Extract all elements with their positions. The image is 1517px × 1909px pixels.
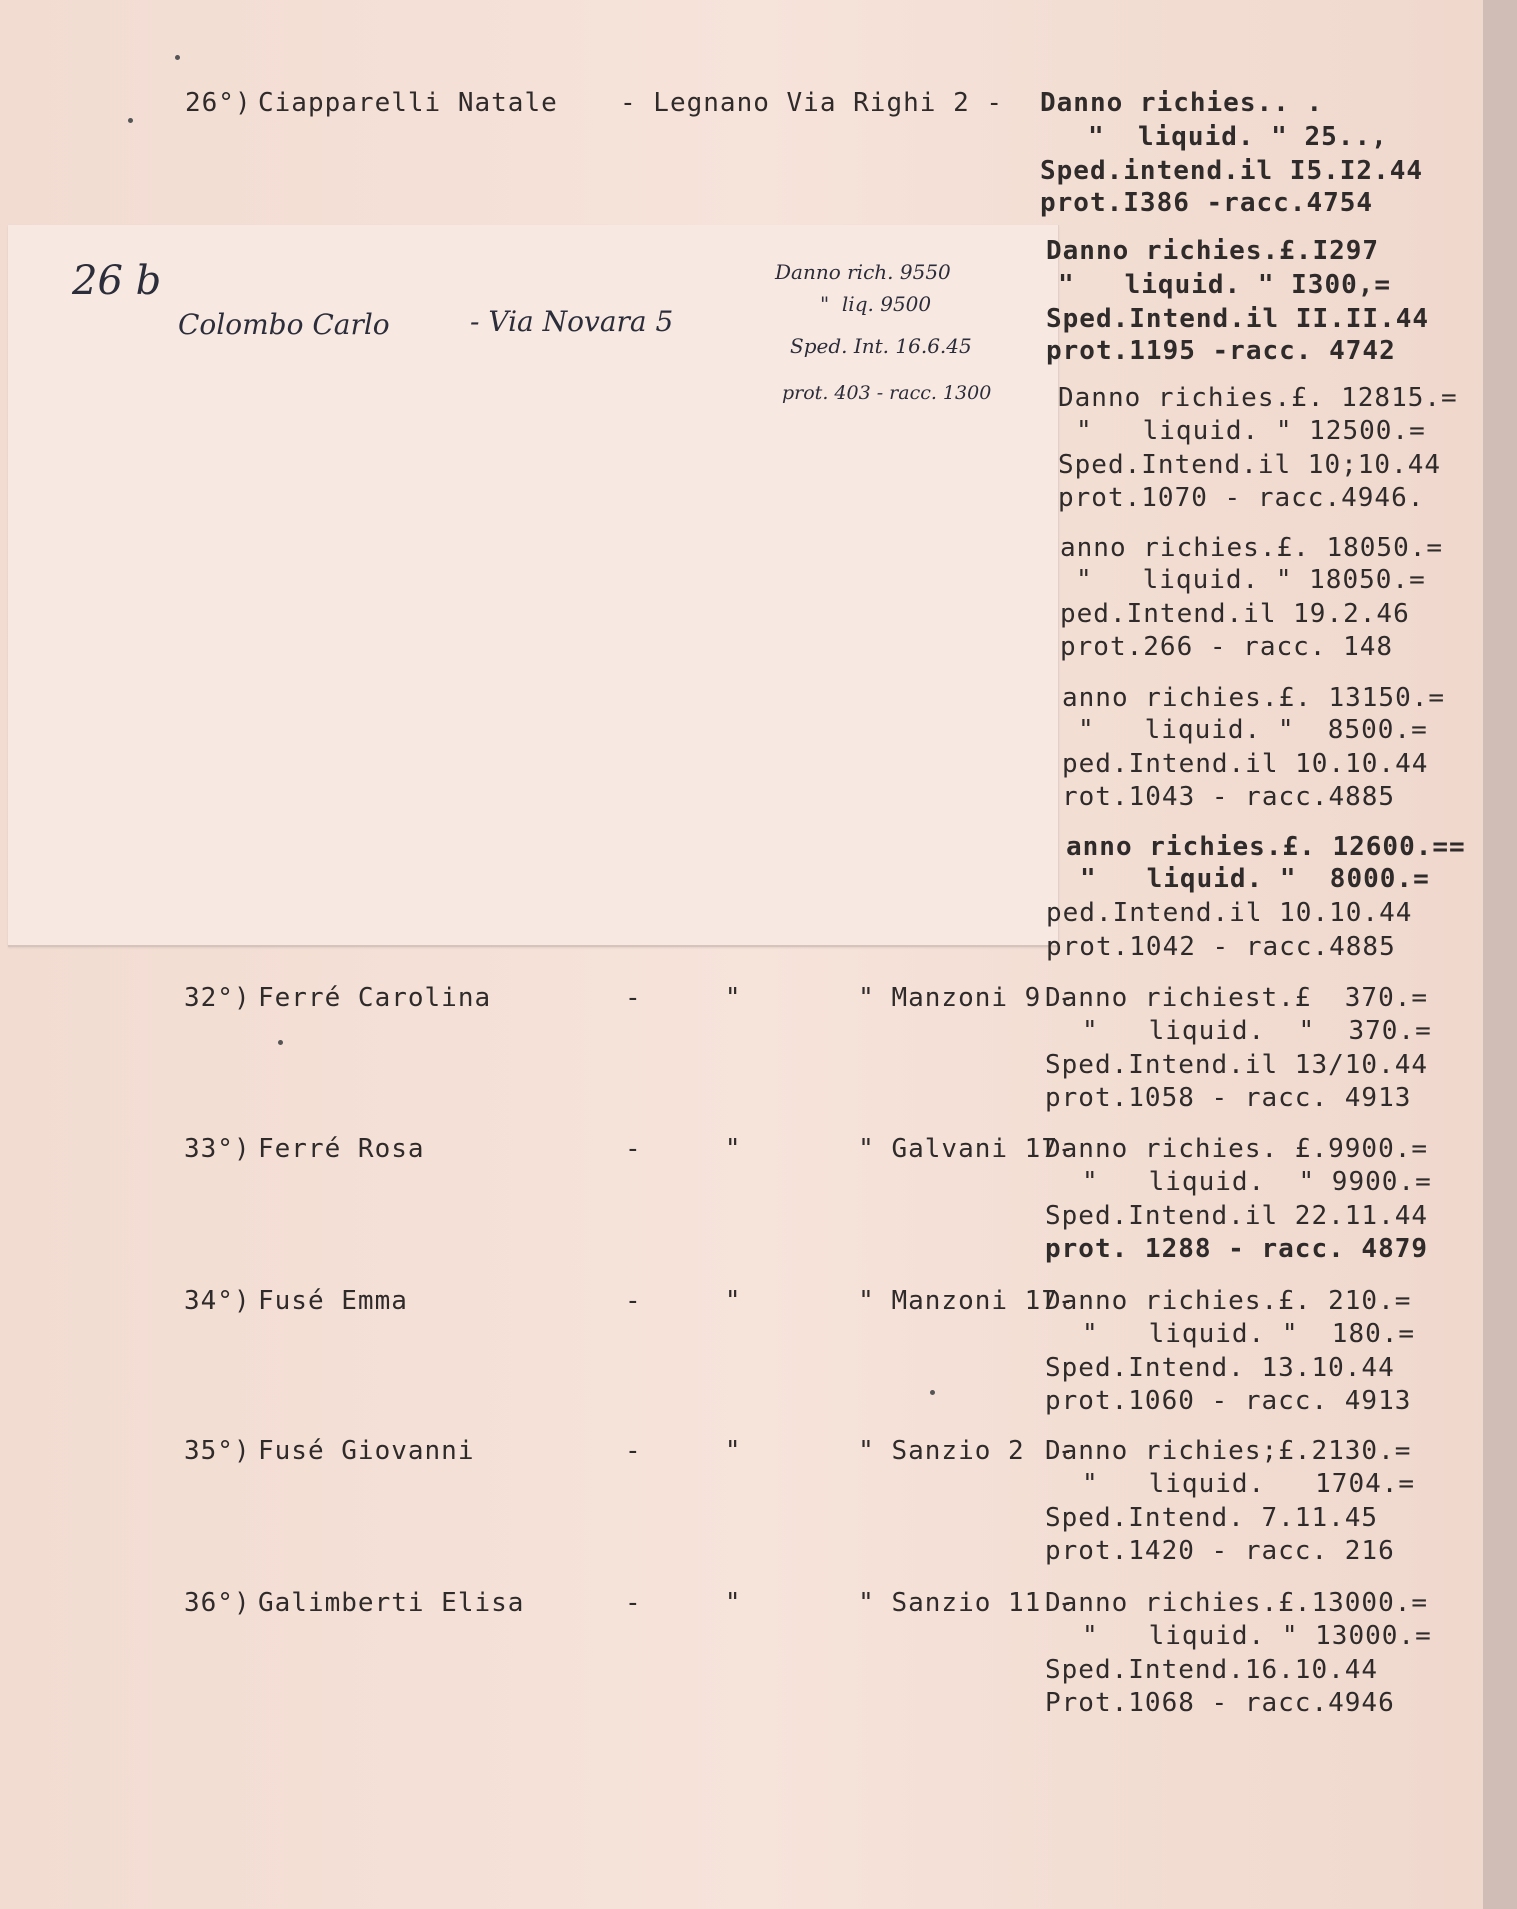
claim-line: Sped.Intend.il II.II.44 xyxy=(1046,304,1430,334)
claim-line: " liquid. " 12500.= xyxy=(1076,416,1426,446)
page-edge-shadow xyxy=(1483,0,1517,1909)
claim-line: anno richies.£. 18050.= xyxy=(1060,533,1444,563)
claim-line: Danno richiest.£ 370.= xyxy=(1045,983,1429,1013)
entry-address: - " " Galvani 17- xyxy=(625,1134,1075,1164)
claim-line: Danno richies.£.I297 xyxy=(1046,236,1380,266)
claim-line: prot.1195 -racc. 4742 xyxy=(1046,336,1396,366)
handwritten-claim-line: " liq. 9500 xyxy=(820,292,932,316)
entry-number: 36°) xyxy=(184,1588,251,1618)
claim-line: Danno richies.£. 210.= xyxy=(1045,1286,1412,1316)
claim-line: prot.1070 - racc.4946. xyxy=(1058,483,1425,513)
claim-line: Sped.Intend.16.10.44 xyxy=(1045,1655,1379,1685)
claim-line: rot.1043 - racc.4885 xyxy=(1062,782,1396,812)
claim-line: Prot.1068 - racc.4946 xyxy=(1045,1688,1395,1718)
claim-line: Sped.Intend.il 13/10.44 xyxy=(1045,1050,1429,1080)
handwritten-number: 26 b xyxy=(72,258,162,304)
entry-number: 34°) xyxy=(184,1286,251,1316)
claim-line: prot.1058 - racc. 4913 xyxy=(1045,1083,1412,1113)
claim-line: ped.Intend.il 10.10.44 xyxy=(1046,898,1413,928)
entry-number: 26°) xyxy=(185,88,252,118)
entry-address: - " " Manzoni 9 - xyxy=(625,983,1075,1013)
claim-line: " liquid. " 13000.= xyxy=(1082,1621,1432,1651)
claim-line: " liquid. " 8000.= xyxy=(1080,864,1430,894)
claim-line: Sped.Intend.il 22.11.44 xyxy=(1045,1201,1429,1231)
entry-address: - Legnano Via Righi 2 - xyxy=(620,88,1004,118)
claim-line: Danno richies.. . xyxy=(1040,88,1324,118)
claim-line: ped.Intend.il 10.10.44 xyxy=(1062,749,1429,779)
claim-line: prot.266 - racc. 148 xyxy=(1060,632,1394,662)
claim-line: " liquid. " 370.= xyxy=(1082,1016,1432,1046)
claim-line: prot. 1288 - racc. 4879 xyxy=(1045,1234,1429,1264)
claim-line: prot.1042 - racc.4885 xyxy=(1046,932,1396,962)
claim-line: " liquid. " 9900.= xyxy=(1082,1167,1432,1197)
claim-line: Danno richies. £.9900.= xyxy=(1045,1134,1429,1164)
paper-speck xyxy=(930,1390,935,1395)
handwritten-claim-line: Danno rich. 9550 xyxy=(775,260,951,284)
claim-line: " liquid. 1704.= xyxy=(1082,1469,1416,1499)
claim-line: anno richies.£. 13150.= xyxy=(1062,683,1446,713)
claim-line: Sped.Intend.il 10;10.44 xyxy=(1058,450,1442,480)
claim-line: prot.1420 - racc. 216 xyxy=(1045,1536,1395,1566)
entry-name: Ciapparelli Natale xyxy=(258,88,558,118)
claim-line: prot.I386 -racc.4754 xyxy=(1040,188,1374,218)
entry-name: Ferré Rosa xyxy=(258,1134,425,1164)
claim-line: Danno richies.£.13000.= xyxy=(1045,1588,1429,1618)
handwritten-claim-line: Sped. Int. 16.6.45 xyxy=(790,334,972,358)
claim-line: ped.Intend.il 19.2.46 xyxy=(1060,599,1410,629)
paper-speck xyxy=(128,118,133,123)
entry-number: 32°) xyxy=(184,983,251,1013)
claim-line: Danno richies;£.2130.= xyxy=(1045,1436,1412,1466)
entry-name: Fusé Emma xyxy=(258,1286,408,1316)
handwritten-claim-line: prot. 403 - racc. 1300 xyxy=(782,382,992,404)
claim-line: Sped.intend.il I5.I2.44 xyxy=(1040,156,1424,186)
handwritten-address: - Via Novara 5 xyxy=(470,305,674,338)
entry-name: Fusé Giovanni xyxy=(258,1436,475,1466)
claim-line: anno richies.£. 12600.== xyxy=(1066,832,1466,862)
claim-line: " liquid. " 25.., xyxy=(1088,122,1388,152)
entry-address: - " " Sanzio 11 - xyxy=(625,1588,1075,1618)
entry-name: Ferré Carolina xyxy=(258,983,492,1013)
paper-speck xyxy=(278,1040,283,1045)
claim-line: " liquid. " 180.= xyxy=(1082,1319,1416,1349)
entry-address: - " " Sanzio 2 - xyxy=(625,1436,1075,1466)
claim-line: Sped.Intend. 7.11.45 xyxy=(1045,1503,1379,1533)
paper-speck xyxy=(175,55,180,60)
entry-number: 35°) xyxy=(184,1436,251,1466)
claim-line: Danno richies.£. 12815.= xyxy=(1058,383,1458,413)
handwritten-name: Colombo Carlo xyxy=(178,308,390,341)
entry-name: Galimberti Elisa xyxy=(258,1588,525,1618)
entry-number: 33°) xyxy=(184,1134,251,1164)
claim-line: Sped.Intend. 13.10.44 xyxy=(1045,1353,1395,1383)
entry-address: - " " Manzoni 17- xyxy=(625,1286,1075,1316)
claim-line: " liquid. " 8500.= xyxy=(1078,715,1428,745)
claim-line: " liquid. " 18050.= xyxy=(1076,565,1426,595)
claim-line: prot.1060 - racc. 4913 xyxy=(1045,1386,1412,1416)
claim-line: " liquid. " I300,= xyxy=(1058,270,1392,300)
